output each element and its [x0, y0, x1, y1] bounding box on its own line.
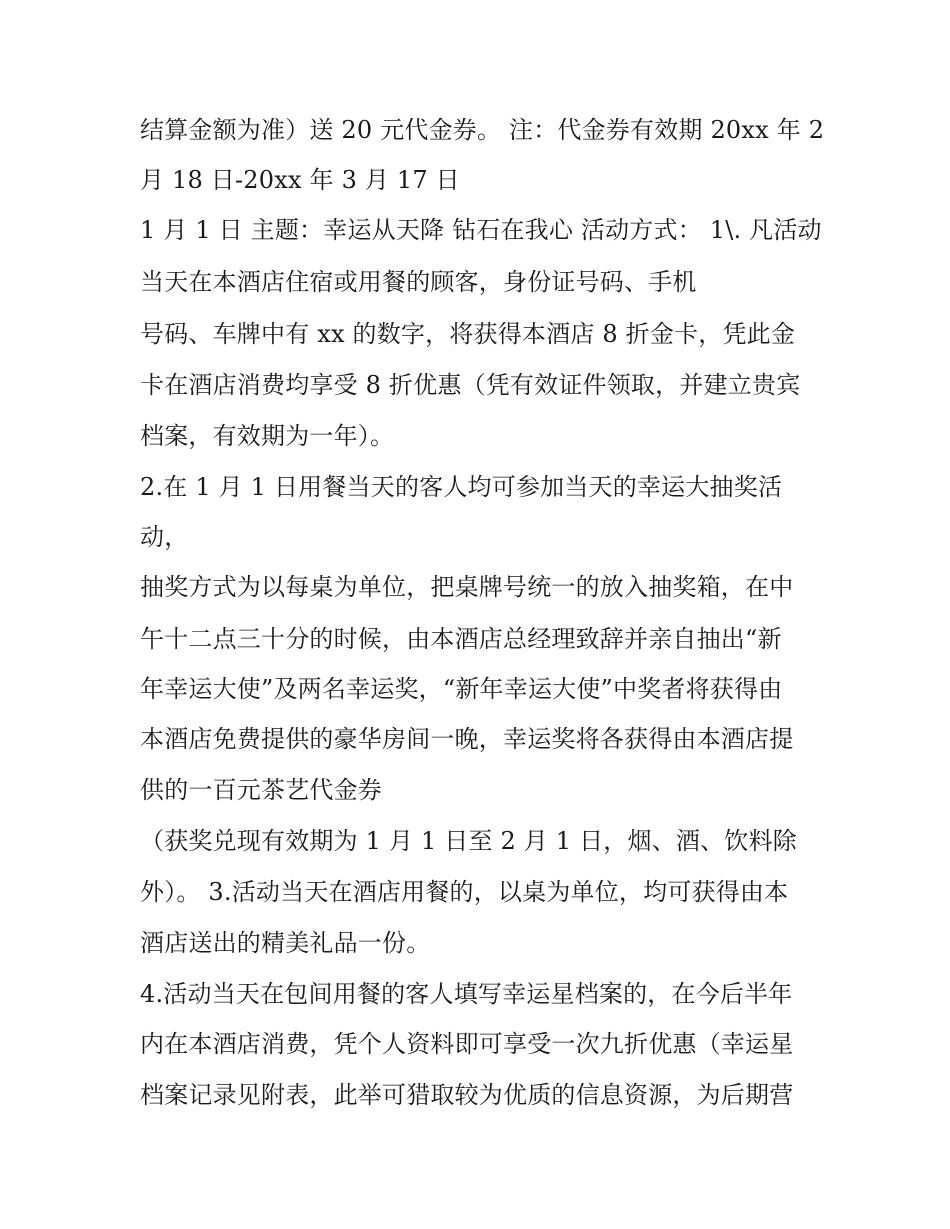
text-line: 1 月 1 日 主题：幸运从天降 钻石在我心 活动方式： 1\. 凡活动	[140, 216, 822, 244]
text-line: 卡在酒店消费均享受 8 折优惠（凭有效证件领取，并建立贵宾	[140, 371, 801, 399]
text-line: 档案记录见附表，此举可猎取较为优质的信息资源，为后期营	[140, 1081, 794, 1109]
text-line: 酒店送出的精美礼品一份。	[140, 929, 431, 957]
text-line: 月 18 日-20xx 年 3 月 17 日	[140, 166, 460, 194]
text-line: 号码、车牌中有 xx 的数字，将获得本酒店 8 折金卡，凭此金	[140, 320, 796, 348]
text-line: 档案，有效期为一年）。	[140, 422, 395, 450]
text-line: 4.活动当天在包间用餐的客人填写幸运星档案的，在今后半年	[140, 980, 793, 1008]
text-line: 动，	[140, 523, 189, 551]
text-line: （获奖兑现有效期为 1 月 1 日至 2 月 1 日，烟、酒、饮料除	[140, 827, 797, 855]
text-line: 午十二点三十分的时候，由本酒店总经理致辞并亲自抽出“新	[140, 625, 782, 653]
text-line: 抽奖方式为以每桌为单位，把桌牌号统一的放入抽奖箱，在中	[140, 573, 794, 601]
text-line: 外）。 3.活动当天在酒店用餐的，以桌为单位，均可获得由本	[140, 878, 789, 906]
text-line: 当天在本酒店住宿或用餐的顾客，身份证号码、手机	[140, 268, 697, 296]
text-line: 本酒店免费提供的豪华房间一晚，幸运奖将各获得由本酒店提	[140, 725, 794, 753]
text-line: 供的一百元茶艺代金券	[140, 776, 382, 804]
text-line: 2.在 1 月 1 日用餐当天的客人均可参加当天的幸运大抽奖活	[140, 473, 783, 501]
text-line: 内在本酒店消费，凭个人资料即可享受一次九折优惠（幸运星	[140, 1030, 794, 1058]
text-line: 结算金额为准）送 20 元代金券。 注：代金券有效期 20xx 年 2	[140, 116, 825, 144]
text-line: 年幸运大使”及两名幸运奖，“新年幸运大使”中奖者将获得由	[140, 675, 783, 703]
